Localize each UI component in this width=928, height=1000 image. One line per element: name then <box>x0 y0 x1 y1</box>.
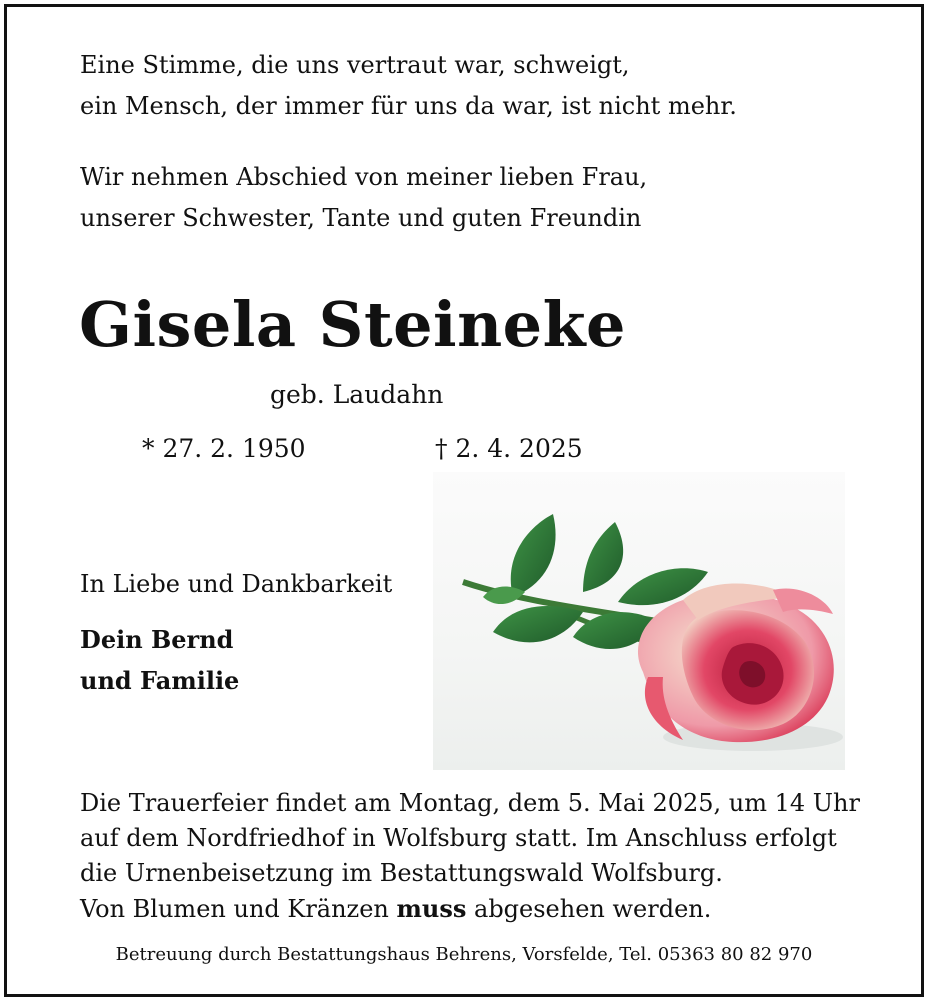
service-info <box>80 786 860 927</box>
intro-line-1: Wir nehmen Abschied von meiner lieben Frau, <box>80 163 648 191</box>
rose-image <box>433 472 845 770</box>
service-line-3: die Urnenbeisetzung im Bestattungswald Wolfsburg. <box>80 859 723 887</box>
verse-line-1: Eine Stimme, die uns vertraut war, schweigt, <box>80 51 630 79</box>
signer-2: und Familie <box>80 666 240 695</box>
maiden-name: geb. Laudahn <box>270 380 444 409</box>
service-line-4-bold: muss <box>396 894 467 923</box>
funeral-home-footer: Betreuung durch Bestattungshaus Behrens, Vorsfelde, Tel. 05363 80 82 970 <box>115 944 813 965</box>
service-line-4-post: abgesehen werden. <box>466 895 712 923</box>
notice-frame <box>4 4 924 997</box>
verse <box>80 45 737 127</box>
rose-icon <box>433 472 845 770</box>
intro-line-2: unserer Schwester, Tante und guten Freundin <box>80 204 642 232</box>
service-line-2: auf dem Nordfriedhof in Wolfsburg statt. Im Anschluss erfolgt <box>80 824 837 852</box>
signers <box>80 619 239 701</box>
verse-line-2: ein Mensch, der immer für uns da war, ist nicht mehr. <box>80 92 737 120</box>
deceased-name: Gisela Steineke <box>79 288 627 361</box>
service-line-4 <box>80 891 860 927</box>
service-line-1: Die Trauerfeier findet am Montag, dem 5. Mai 2025, um 14 Uhr <box>80 789 860 817</box>
intro-text <box>80 157 647 239</box>
signer-1: Dein Bernd <box>80 625 234 654</box>
birth-date: * 27. 2. 1950 <box>142 434 306 463</box>
death-date: † 2. 4. 2025 <box>435 434 583 463</box>
thanks-line: In Liebe und Dankbarkeit <box>80 570 393 598</box>
service-line-4-pre: Von Blumen und Kränzen <box>80 895 397 923</box>
